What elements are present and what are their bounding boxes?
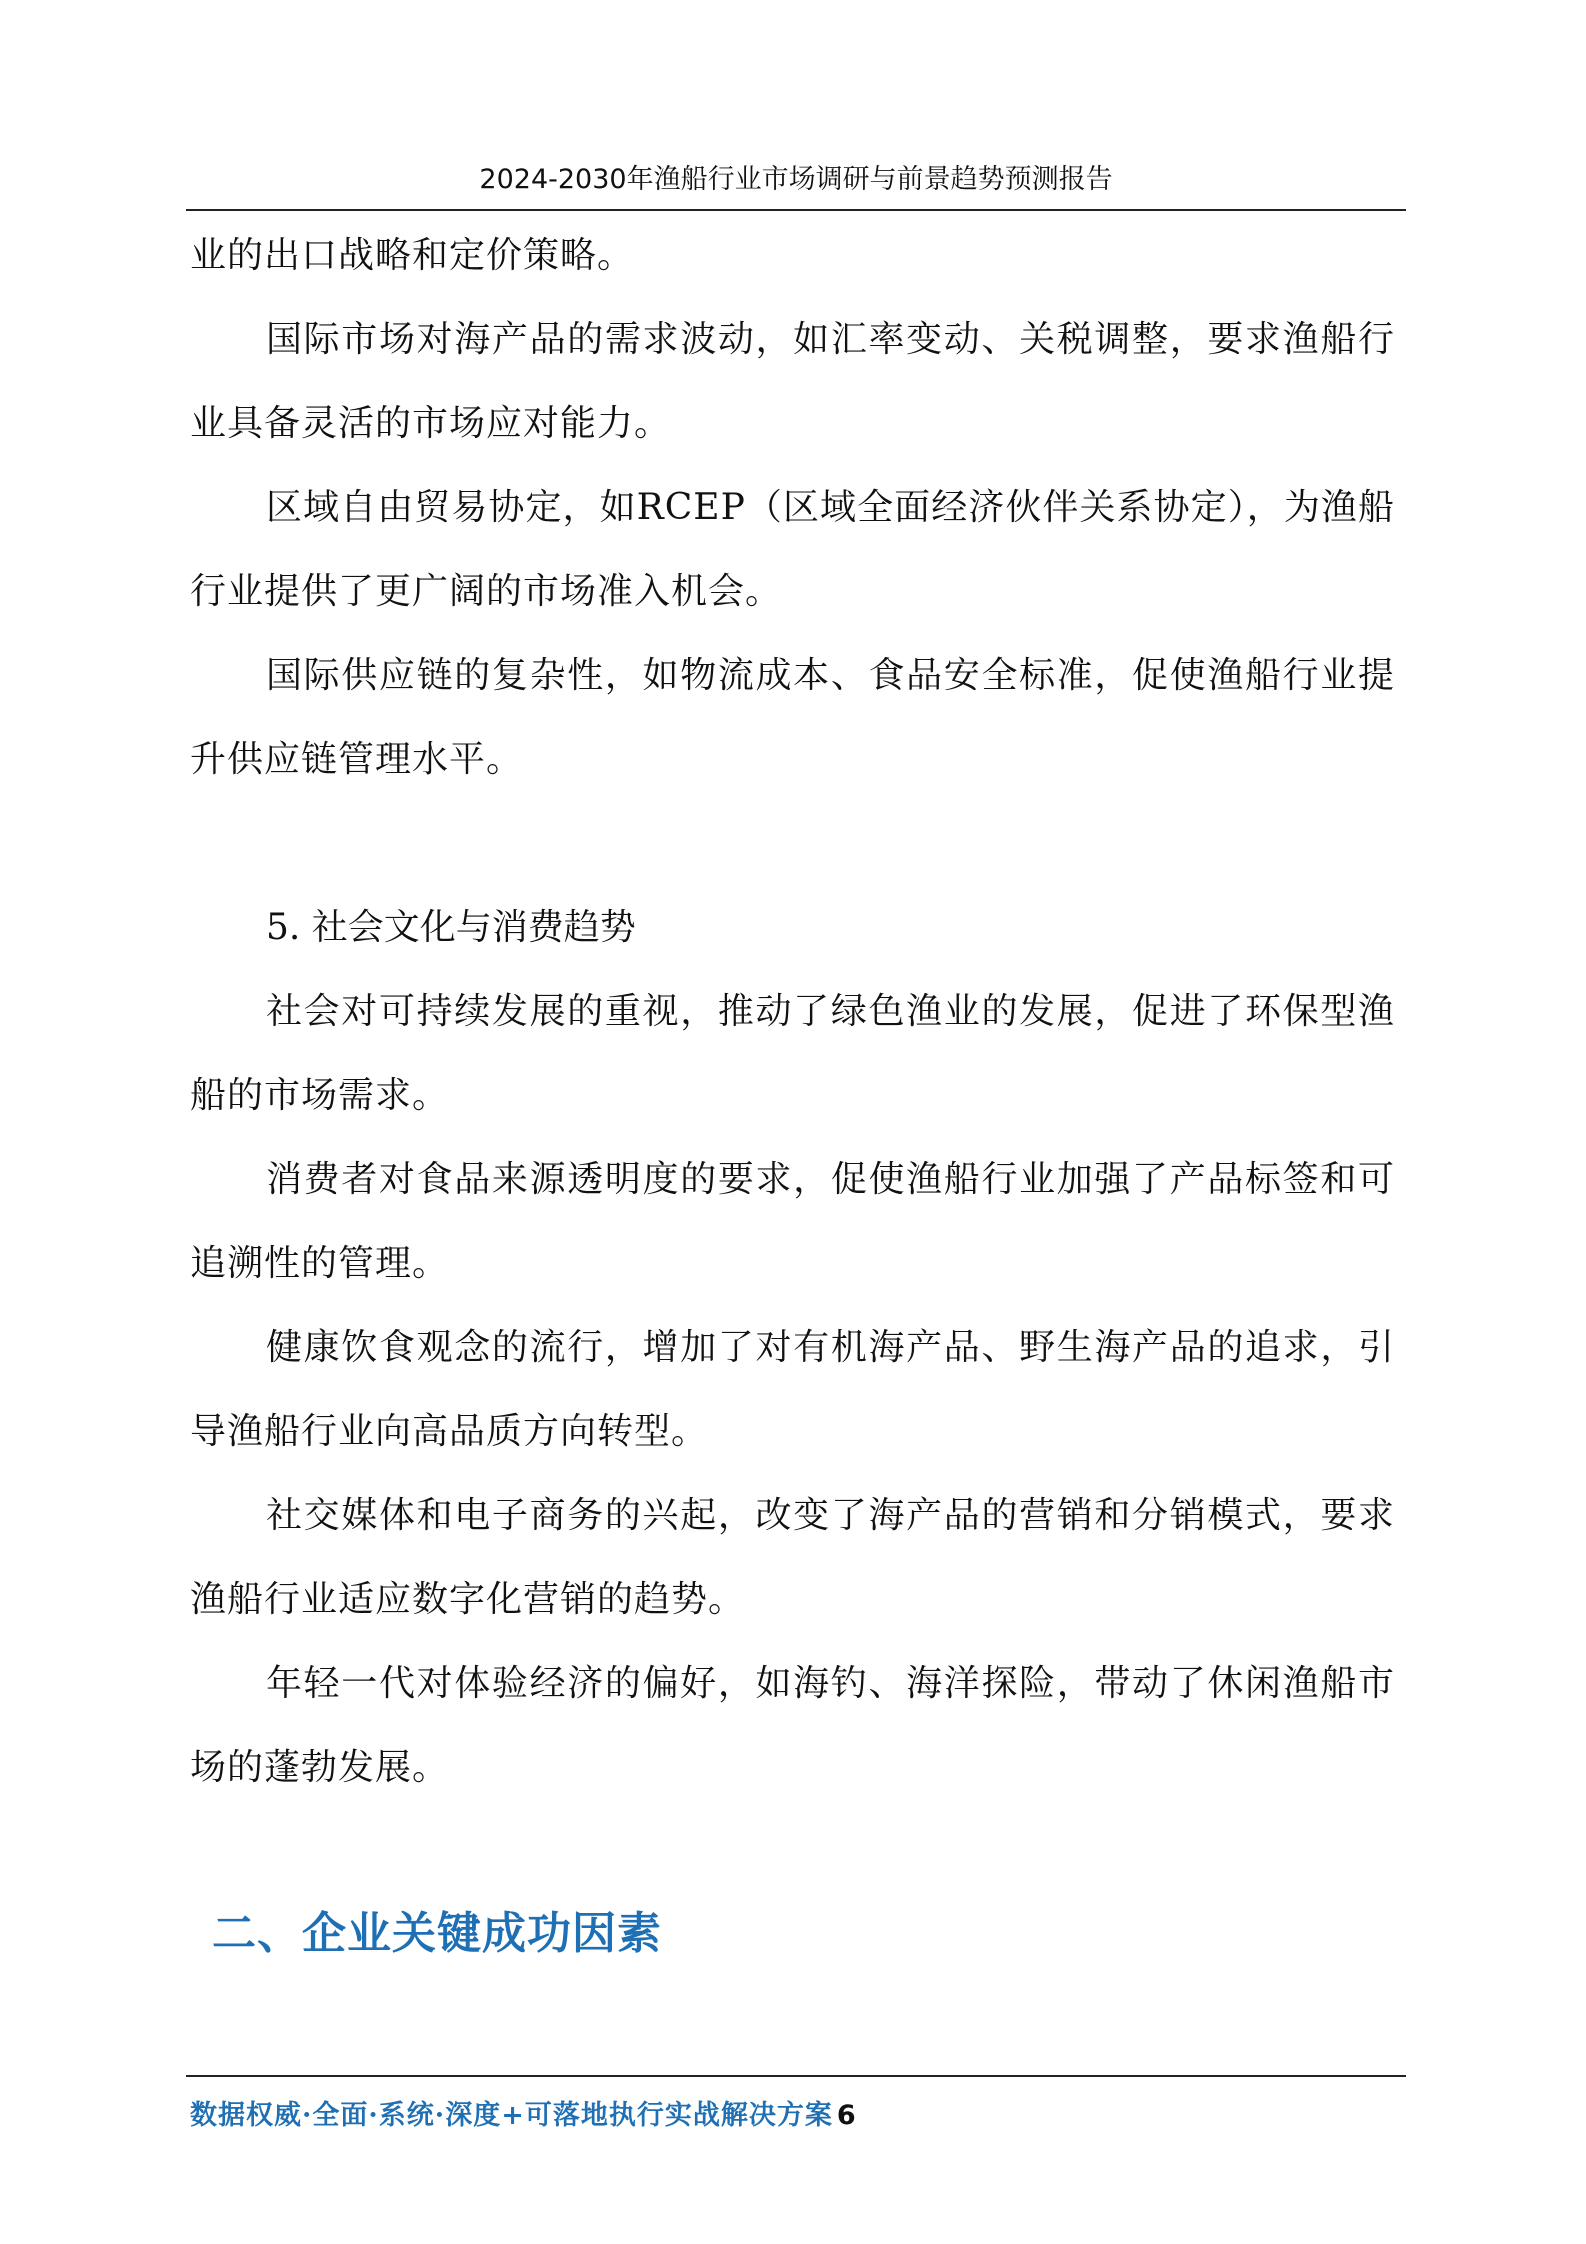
paragraph-gap: [190, 802, 1395, 886]
paragraph-continuation: 业的出口战略和定价策略。: [190, 235, 635, 276]
page-number: 6: [836, 2100, 857, 2131]
paragraph: 年轻一代对体验经济的偏好，如海钓、海洋探险，带动了休闲渔船市场的蓬勃发展。: [190, 1663, 1395, 1788]
section-heading: 二、企业关键成功因素: [212, 1908, 662, 1959]
paragraph: 社交媒体和电子商务的兴起，改变了海产品的营销和分销模式，要求渔船行业适应数字化营销的趋势。: [190, 1495, 1395, 1620]
paragraph: 区域自由贸易协定，如RCEP（区域全面经济伙伴关系协定），为渔船行业提供了更广阔的市场准入机会。: [190, 487, 1395, 612]
subsection-heading: 5. 社会文化与消费趋势: [266, 907, 636, 948]
footer-divider: [186, 2075, 1406, 2077]
paragraph: 健康饮食观念的流行，增加了对有机海产品、野生海产品的追求，引导渔船行业向高品质方向转型。: [190, 1327, 1395, 1452]
page-header-title: 2024-2030年渔船行业市场调研与前景趋势预测报告: [479, 164, 1113, 195]
footer-slogan: 数据权威·全面·系统·深度+可落地执行实战解决方案: [190, 2100, 833, 2131]
page-footer: [190, 2098, 857, 2134]
paragraph: 社会对可持续发展的重视，推动了绿色渔业的发展，促进了环保型渔船的市场需求。: [190, 991, 1395, 1116]
header-divider: [186, 209, 1406, 211]
paragraph: 消费者对食品来源透明度的要求，促使渔船行业加强了产品标签和可追溯性的管理。: [190, 1159, 1395, 1284]
paragraph: 国际供应链的复杂性，如物流成本、食品安全标准，促使渔船行业提升供应链管理水平。: [190, 655, 1395, 780]
paragraph: 国际市场对海产品的需求波动，如汇率变动、关税调整，要求渔船行业具备灵活的市场应对能力。: [190, 319, 1395, 444]
body-content: [190, 214, 1395, 1810]
